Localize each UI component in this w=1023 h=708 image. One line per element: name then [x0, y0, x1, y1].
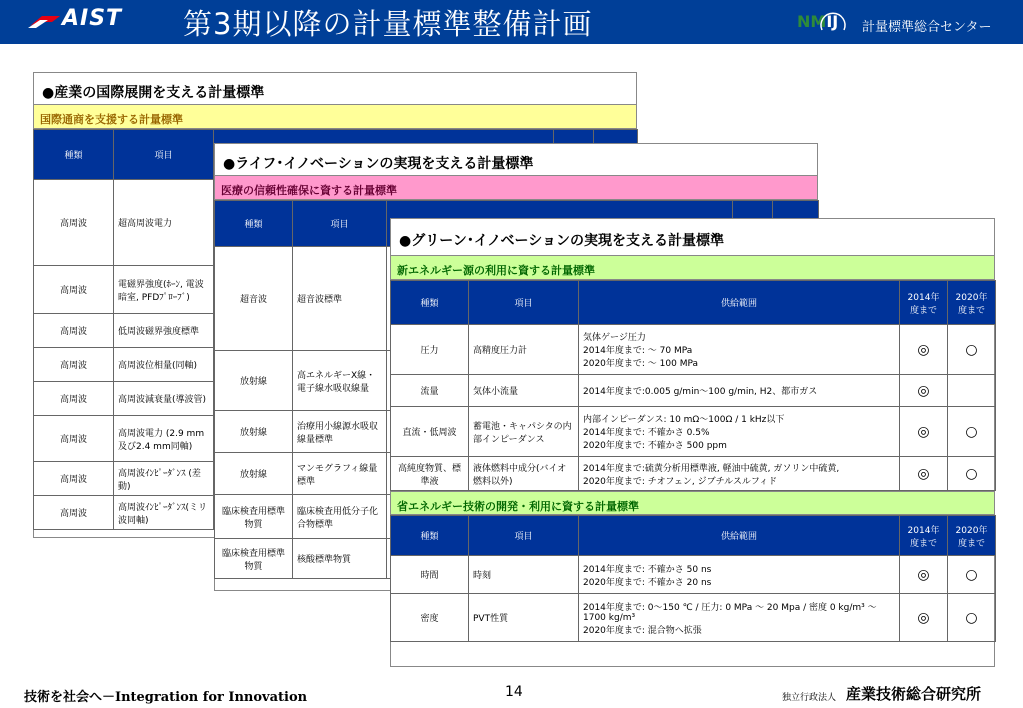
cell-item: 蓄電池・キャパシタの内部インピーダンス — [469, 407, 579, 457]
panel3-header-range: 供給範囲 — [579, 281, 900, 325]
panel1-header-item: 項目 — [114, 130, 214, 180]
footer-org-prefix: 独立行政法人 — [782, 693, 837, 703]
range-line: 2020年度まで: チオフェン, ジブチルスルフィド — [583, 476, 778, 487]
range-line: 内部インピーダンス: 10 mΩ～100Ω / 1 kHz以下 — [583, 415, 785, 425]
panel3-title: ●グリーン･イノベーションの実現を支える計量標準 — [391, 219, 994, 256]
range-line: 2020年度まで: 混合物へ拡張 — [583, 625, 702, 636]
cell-type: 高周波 — [34, 416, 114, 462]
cell-item: PVT性質 — [469, 594, 579, 642]
table-row — [391, 407, 996, 457]
panel3-header2-2014: 2014年度まで — [900, 516, 948, 556]
panel2-header-type: 種類 — [215, 201, 293, 247]
panel3-header2-2020: 2020年度まで — [948, 516, 996, 556]
nmij-logo-ij: IJ — [826, 12, 839, 31]
mark-2014: ◎ — [900, 556, 948, 594]
cell-range — [579, 375, 900, 407]
table-row — [391, 457, 996, 491]
panel3-header2-item: 項目 — [469, 516, 579, 556]
cell-range — [579, 556, 900, 594]
mark-2020 — [948, 375, 996, 407]
cell-type: 放射線 — [215, 411, 293, 453]
range-line: 2014年度まで:0.005 g/min～100 g/min, H2、都市ガス — [583, 387, 818, 397]
panel3-subtitle2: 省エネルギー技術の開発・利用に資する計量標準 — [391, 491, 994, 515]
nmij-logo-nm: NM — [797, 12, 827, 31]
panel3-header-row1 — [391, 281, 996, 325]
cell-item: 高周波減衰量(導波管) — [114, 382, 214, 416]
panel3-header-2014: 2014年度まで — [900, 281, 948, 325]
range-line: 2020年度まで: 不確かさ 20 ns — [583, 577, 712, 588]
panel3-header2-range: 供給範囲 — [579, 516, 900, 556]
cell-type: 密度 — [391, 594, 469, 642]
cell-item: 気体小流量 — [469, 375, 579, 407]
cell-type: 時間 — [391, 556, 469, 594]
cell-type: 高周波 — [34, 266, 114, 314]
range-line: 2014年度まで: 不確かさ 50 ns — [583, 564, 712, 575]
cell-type: 高周波 — [34, 348, 114, 382]
range-line: 2014年度まで: ～ 70 MPa — [583, 346, 693, 356]
cell-item: マンモグラフィ線量標準 — [293, 453, 387, 495]
cell-item: 高周波電力 (2.9 mm及び2.4 mm同軸) — [114, 416, 214, 462]
mark-2020: ○ — [948, 556, 996, 594]
mark-2014: ◎ — [900, 375, 948, 407]
panel3-header-item: 項目 — [469, 281, 579, 325]
panel3-header-row2 — [391, 516, 996, 556]
page-title: 第3期以降の計量標準整備計画 — [183, 7, 593, 41]
cell-type: 放射線 — [215, 351, 293, 411]
cell-type: 臨床検査用標準物質 — [215, 539, 293, 579]
cell-type: 超音波 — [215, 247, 293, 351]
footer-slogan: 技術を社会へ－Integration for Innovation — [24, 690, 308, 705]
header-bar — [0, 0, 1023, 44]
cell-type: 高周波 — [34, 382, 114, 416]
cell-type: 高周波 — [34, 462, 114, 496]
cell-item: 超高周波電力 — [114, 180, 214, 266]
cell-item: 臨床検査用低分子化合物標準 — [293, 495, 387, 539]
mark-2014: ◎ — [900, 457, 948, 491]
page-number: 14 — [505, 684, 523, 700]
cell-range — [579, 457, 900, 491]
panel1-header-type: 種類 — [34, 130, 114, 180]
table-row — [391, 325, 996, 375]
cell-item: 高周波ｲﾝﾋﾟｰﾀﾞﾝｽ(ミリ波同軸) — [114, 496, 214, 530]
mark-2014: ◎ — [900, 325, 948, 375]
cell-item: 高周波位相量(同軸) — [114, 348, 214, 382]
range-line: 2020年度まで: 不確かさ 500 ppm — [583, 441, 727, 451]
range-line: 2014年度まで: 不確かさ 0.5% — [583, 428, 710, 438]
panel3-header-type: 種類 — [391, 281, 469, 325]
cell-item: 治療用小線源水吸収線量標準 — [293, 411, 387, 453]
range-line: 2020年度まで: ～ 100 MPa — [583, 359, 699, 369]
range-line: 2014年度まで: 0～150 ℃ / 圧力: 0 MPa ～ 20 Mpa / 密度 0 kg/m³ ～ 1700 kg/m³ — [583, 602, 877, 623]
cell-type: 流量 — [391, 375, 469, 407]
cell-item: 超音波標準 — [293, 247, 387, 351]
mark-2020: ○ — [948, 594, 996, 642]
panel2-subtitle: 医療の信頼性確保に資する計量標準 — [215, 176, 817, 200]
panel-green — [390, 218, 995, 667]
panel1-title: ●産業の国際展開を支える計量標準 — [34, 73, 636, 105]
panel3-subtitle1: 新エネルギー源の利用に資する計量標準 — [391, 256, 994, 280]
mark-2020: ○ — [948, 457, 996, 491]
center-name: 計量標準総合センター — [862, 20, 992, 35]
cell-type: 直流・低周波 — [391, 407, 469, 457]
cell-range — [579, 594, 900, 642]
cell-type: 高純度物質、標準液 — [391, 457, 469, 491]
table-row — [391, 594, 996, 642]
cell-type: 高周波 — [34, 180, 114, 266]
panel3-table2 — [390, 515, 996, 642]
cell-item: 高周波ｲﾝﾋﾟｰﾀﾞﾝｽ (差動) — [114, 462, 214, 496]
cell-item: 核酸標準物質 — [293, 539, 387, 579]
cell-type: 高周波 — [34, 496, 114, 530]
cell-type: 臨床検査用標準物質 — [215, 495, 293, 539]
cell-type: 放射線 — [215, 453, 293, 495]
cell-item: 時刻 — [469, 556, 579, 594]
cell-item: 高精度圧力計 — [469, 325, 579, 375]
cell-item: 電磁界強度(ﾎｰﾝ, 電波暗室, PFDﾌﾟﾛｰﾌﾞ) — [114, 266, 214, 314]
cell-item: 低周波磁界強度標準 — [114, 314, 214, 348]
panel2-title: ●ライフ･イノベーションの実現を支える計量標準 — [215, 144, 817, 176]
table-row — [391, 375, 996, 407]
aist-logo-text: AIST — [62, 6, 123, 31]
mark-2020: ○ — [948, 407, 996, 457]
range-line: 気体ゲージ圧力 — [583, 333, 646, 343]
nmij-arc-icon — [818, 6, 848, 36]
panel3-table1 — [390, 280, 996, 491]
range-line: 2014年度まで:硫黄分析用標準液, 軽油中硫黄, ガソリン中硫黄, — [583, 463, 840, 474]
cell-type: 圧力 — [391, 325, 469, 375]
cell-type: 高周波 — [34, 314, 114, 348]
panel3-header2-type: 種類 — [391, 516, 469, 556]
footer-org-name: 産業技術総合研究所 — [846, 685, 982, 703]
cell-item: 液体燃料中成分(バイオ燃料以外) — [469, 457, 579, 491]
mark-2014: ◎ — [900, 594, 948, 642]
cell-item: 高エネルギーX線・電子線水吸収線量 — [293, 351, 387, 411]
table-row — [391, 556, 996, 594]
panel1-subtitle: 国際通商を支援する計量標準 — [34, 105, 636, 129]
mark-2020: ○ — [948, 325, 996, 375]
cell-range — [579, 407, 900, 457]
panel3-header-2020: 2020年度まで — [948, 281, 996, 325]
panel2-header-item: 項目 — [293, 201, 387, 247]
aist-swoosh-icon — [28, 14, 62, 28]
mark-2014: ◎ — [900, 407, 948, 457]
cell-range — [579, 325, 900, 375]
